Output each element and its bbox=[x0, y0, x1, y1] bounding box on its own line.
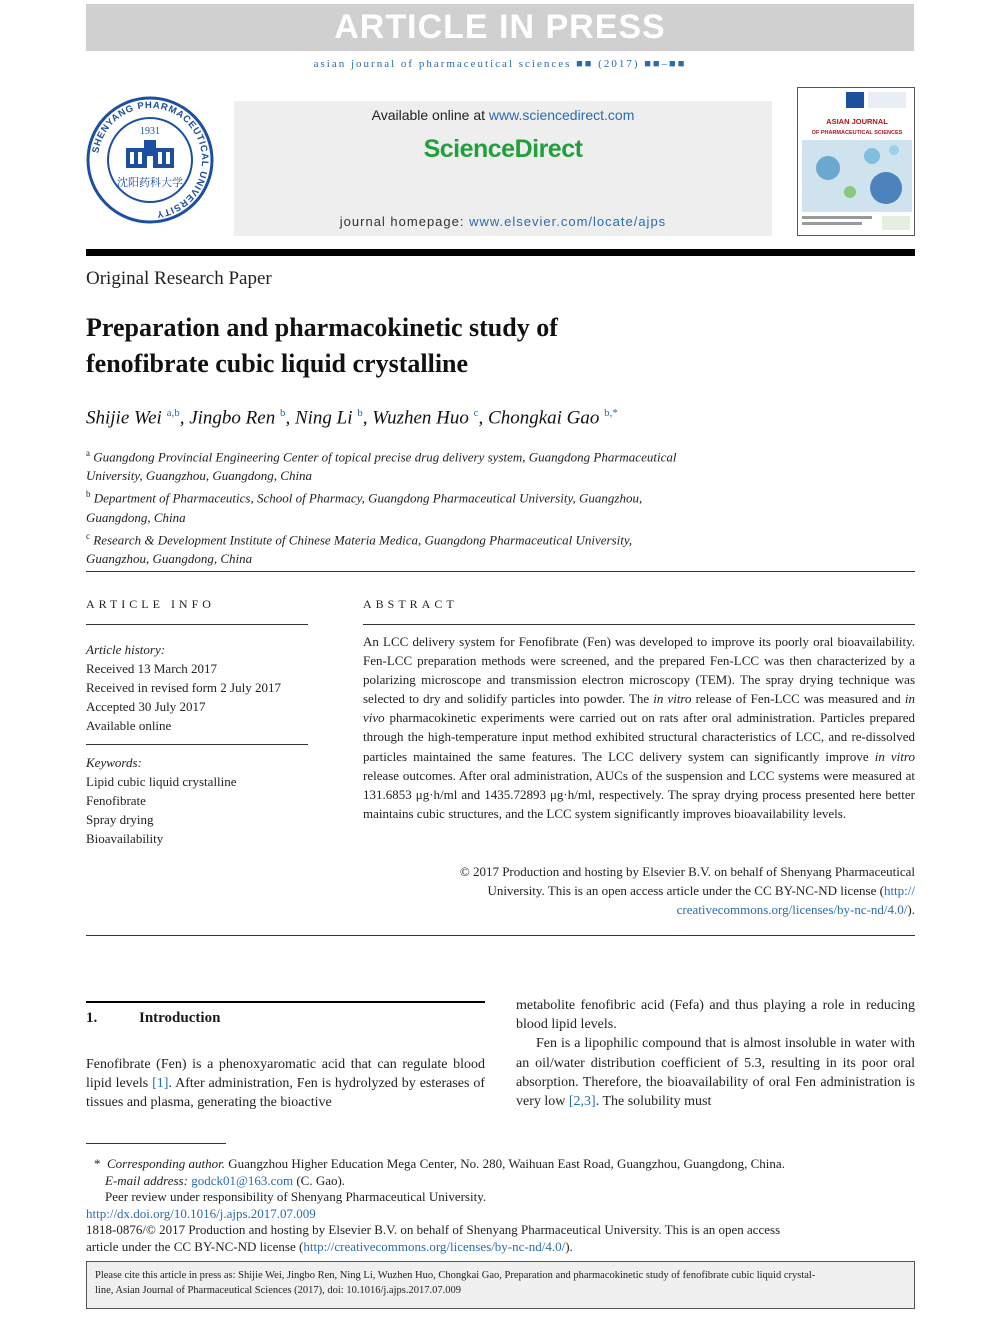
doi-link[interactable]: http://dx.doi.org/10.1016/j.ajps.2017.07.009 bbox=[86, 1205, 316, 1221]
corresponding-address: Guangzhou Higher Education Mega Center, No. 280, Waihuan East Road, Guangzhou, Guangdong, China. bbox=[224, 1156, 785, 1171]
section-title: Introduction bbox=[139, 1010, 221, 1026]
footnote-mark: * bbox=[94, 1156, 101, 1171]
sciencedirect-header-box bbox=[234, 101, 772, 236]
license-link[interactable]: creativecommons.org/licenses/by-nc-nd/4.0/ bbox=[676, 902, 908, 918]
logo-chinese-name: 沈阳药科大学 bbox=[117, 176, 183, 189]
body-paragraph bbox=[516, 1034, 915, 1111]
header-rule bbox=[86, 249, 915, 256]
title-line-1: Preparation and pharmacokinetic study of bbox=[86, 313, 558, 342]
journal-homepage-link[interactable]: www.elsevier.com/locate/ajps bbox=[469, 214, 667, 229]
title-line-2: fenofibrate cubic liquid crystalline bbox=[86, 349, 469, 378]
author-separator: , bbox=[179, 407, 190, 429]
cite-text: Please cite this article in press as: Shijie Wei, Jingbo Ren, Ning Li, Wuzhen Huo, Chongkai Gao, Preparation and pharmacokinetic study of fenofibrate cubic liquid crystal- bbox=[95, 1270, 816, 1281]
keywords-label: Keywords: bbox=[86, 755, 142, 770]
license-link[interactable]: http://creativecommons.org/licenses/by-nc-nd/4.0/ bbox=[303, 1238, 566, 1254]
author-affil-mark[interactable]: b bbox=[357, 407, 363, 419]
body-text: . After administration, Fen is hydrolyzed by esterases of tissues and plasma, generating the bioactive bbox=[86, 1076, 486, 1111]
history-item: Available online bbox=[86, 718, 172, 733]
divider bbox=[86, 624, 308, 625]
history-item: Received 13 March 2017 bbox=[86, 661, 218, 676]
body-text: Fenofibrate (Fen) is a phenoxyaromatic acid that can regulate blood lipid levels bbox=[86, 1057, 485, 1092]
citation-link[interactable]: [1] bbox=[152, 1076, 169, 1092]
section-rule bbox=[86, 1001, 485, 1003]
paper-type: Original Research Paper bbox=[86, 268, 272, 289]
author-name[interactable]: Shijie Wei bbox=[86, 407, 162, 429]
email-label: E-mail address: bbox=[105, 1172, 188, 1188]
author-affil-mark[interactable]: b,* bbox=[604, 407, 618, 419]
university-logo bbox=[86, 96, 214, 224]
abstract-italic: in vitro bbox=[874, 748, 915, 764]
affiliation-text: Research & Development Institute of Chinese Materia Medica, Guangdong Pharmaceutical University, bbox=[93, 531, 633, 547]
abstract-heading: ABSTRACT bbox=[363, 597, 458, 611]
university-seal-icon bbox=[86, 96, 214, 224]
author-separator: , bbox=[362, 407, 373, 429]
author-separator: , bbox=[478, 407, 489, 429]
affiliation-b-cont: Guangdong, China bbox=[86, 509, 186, 525]
affiliation-c-cont: Guangzhou, Guangdong, China bbox=[86, 550, 253, 566]
license-line bbox=[86, 1239, 915, 1256]
affiliation-text: Department of Pharmaceutics, School of Pharmacy, Guangdong Pharmaceutical University, Guangzhou, bbox=[93, 490, 643, 506]
available-online-text: Available online at bbox=[371, 107, 489, 123]
body-text: Fen is a lipophilic compound that is almost insoluble in water with an oil/water distribution coefficient of 5.3, resulting in its poor oral absorption. Therefore, the bioavailability of oral Fen administration is very low bbox=[516, 1036, 915, 1110]
author-name[interactable]: Jingbo Ren bbox=[189, 407, 276, 429]
abstract-italic: in vitro bbox=[653, 691, 692, 707]
history-item: Accepted 30 July 2017 bbox=[86, 699, 206, 714]
section-number: 1. bbox=[86, 1010, 98, 1026]
abstract-text: pharmacokinetic experiments were carried out on rats after oral administration. Particles prepared through the high-temperature input method exhibited structural characteristics of LCC, and re-dissolved particles maintained the same features. The LCC delivery system can significantly improve bbox=[363, 710, 915, 764]
email-suffix: (C. Gao). bbox=[293, 1172, 346, 1188]
cover-title-1: ASIAN JOURNAL bbox=[826, 117, 888, 126]
affiliation-b bbox=[86, 485, 766, 507]
author-separator: , bbox=[285, 407, 295, 429]
author-name[interactable]: Ning Li bbox=[294, 407, 353, 429]
article-title bbox=[86, 310, 786, 382]
affiliation-text: Guangdong Provincial Engineering Center of topical precise drug delivery system, Guangdong Pharmaceutical bbox=[93, 449, 677, 465]
article-in-press-banner: ARTICLE IN PRESS bbox=[86, 4, 914, 51]
logo-year: 1931 bbox=[140, 126, 160, 137]
sciencedirect-link[interactable]: www.sciencedirect.com bbox=[488, 107, 635, 123]
keyword: Fenofibrate bbox=[86, 793, 146, 808]
journal-cover-thumbnail bbox=[797, 87, 915, 236]
keywords bbox=[86, 753, 308, 848]
copyright-line bbox=[363, 881, 915, 900]
keyword: Spray drying bbox=[86, 812, 154, 827]
article-info-heading: ARTICLE INFO bbox=[86, 597, 215, 611]
body-column-left bbox=[86, 1055, 485, 1113]
author-affil-mark[interactable]: b bbox=[279, 407, 286, 419]
divider bbox=[86, 571, 915, 572]
peer-review-note: Peer review under responsibility of Shenyang Pharmaceutical University. bbox=[105, 1189, 487, 1204]
divider bbox=[363, 624, 915, 625]
abstract-copyright bbox=[363, 862, 915, 919]
homepage-label: journal homepage: bbox=[339, 214, 470, 229]
journal-running-head: asian journal of pharmaceutical sciences ■■ (2017) ■■–■■ bbox=[313, 58, 687, 70]
logo-ring-text: SHENYANG PHARMACEUTICAL UNIVERSITY bbox=[90, 99, 211, 220]
copyright-text: University. This is an open access article under the CC BY-NC-ND license ( bbox=[487, 883, 884, 899]
cite-text: line, Asian Journal of Pharmaceutical Sciences (2017), doi: 10.1016/j.ajps.2017.07.009 bbox=[95, 1285, 461, 1296]
copyright-line bbox=[363, 900, 915, 919]
abstract-italic: in vivo bbox=[363, 691, 915, 726]
abstract-text: release of Fen-LCC was measured and bbox=[691, 691, 905, 707]
footnotes bbox=[86, 1156, 915, 1255]
abstract-text: An LCC delivery system for Fenofibrate (Fen) was developed to improve its poorly oral bioavailability. Fen-LCC preparation methods were screened, and the prepared Fen-LCC was then characterized by a polarizing microscope and transmission electron microscopy (TEM). The spray drying technique was selected to dry and solidify particles into powder. The bbox=[363, 634, 915, 707]
affiliation-mark: c bbox=[86, 530, 90, 541]
license-text: ). bbox=[565, 1238, 573, 1254]
affiliation-a bbox=[86, 444, 766, 466]
body-column-right bbox=[516, 996, 915, 1111]
history-label: Article history: bbox=[86, 642, 166, 657]
affiliation-mark: a bbox=[86, 448, 90, 458]
author-affil-mark[interactable]: a,b bbox=[166, 407, 180, 419]
email-link[interactable]: godck01@163.com bbox=[191, 1172, 294, 1188]
journal-homepage-line bbox=[234, 214, 772, 229]
affiliation-a-cont: University, Guangzhou, Guangdong, China bbox=[86, 468, 313, 484]
divider bbox=[86, 935, 915, 936]
affiliation-mark: b bbox=[86, 489, 91, 500]
body-paragraph: metabolite fenofibric acid (Fefa) and thus playing a role in reducing blood lipid levels. bbox=[516, 998, 915, 1033]
copyright-line: © 2017 Production and hosting by Elsevier B.V. on behalf of Shenyang Pharmaceutical bbox=[459, 864, 915, 879]
affiliations bbox=[86, 444, 766, 568]
available-online-line bbox=[234, 107, 772, 123]
cite-this-article-box bbox=[86, 1261, 915, 1309]
abstract-body bbox=[363, 632, 915, 823]
divider bbox=[86, 744, 308, 745]
keyword: Lipid cubic liquid crystalline bbox=[86, 774, 237, 789]
author-affil-mark[interactable]: c bbox=[473, 407, 479, 419]
author-list bbox=[86, 407, 618, 429]
body-text: . The solubility must bbox=[595, 1094, 712, 1110]
article-history bbox=[86, 640, 308, 735]
sciencedirect-brand: ScienceDirect bbox=[423, 135, 583, 163]
author-name[interactable]: Chongkai Gao bbox=[488, 407, 600, 429]
affiliation-c bbox=[86, 527, 766, 549]
citation-link[interactable]: [2,3] bbox=[568, 1094, 596, 1110]
issn-line: 1818-0876/© 2017 Production and hosting by Elsevier B.V. on behalf of Shenyang Pharmaceutical University. This is an open access bbox=[86, 1222, 781, 1237]
author-name[interactable]: Wuzhen Huo bbox=[372, 407, 469, 429]
introduction-heading bbox=[86, 1010, 220, 1027]
cover-title-2: OF PHARMACEUTICAL SCIENCES bbox=[811, 130, 903, 136]
history-item: Received in revised form 2 July 2017 bbox=[86, 680, 281, 695]
keyword: Bioavailability bbox=[86, 831, 164, 846]
email-line bbox=[86, 1173, 915, 1190]
abstract-text: release outcomes. After oral administration, AUCs of the suspension and LCC systems were measured at 131.6853 μg·h/ml and 1435.72893 μg·h/ml, respectively. The spray drying process presented here better maintains cubic structures, and the LCC system significantly improves bioavailability levels. bbox=[363, 767, 915, 821]
corresponding-author-note bbox=[86, 1156, 915, 1173]
license-link[interactable]: http:// bbox=[883, 883, 915, 899]
copyright-text: ). bbox=[907, 902, 915, 918]
corresponding-label: Corresponding author. bbox=[107, 1156, 225, 1171]
footnote-rule bbox=[86, 1143, 226, 1144]
license-text: article under the CC BY-NC-ND license ( bbox=[86, 1238, 304, 1254]
journal-cover-image bbox=[798, 88, 915, 236]
